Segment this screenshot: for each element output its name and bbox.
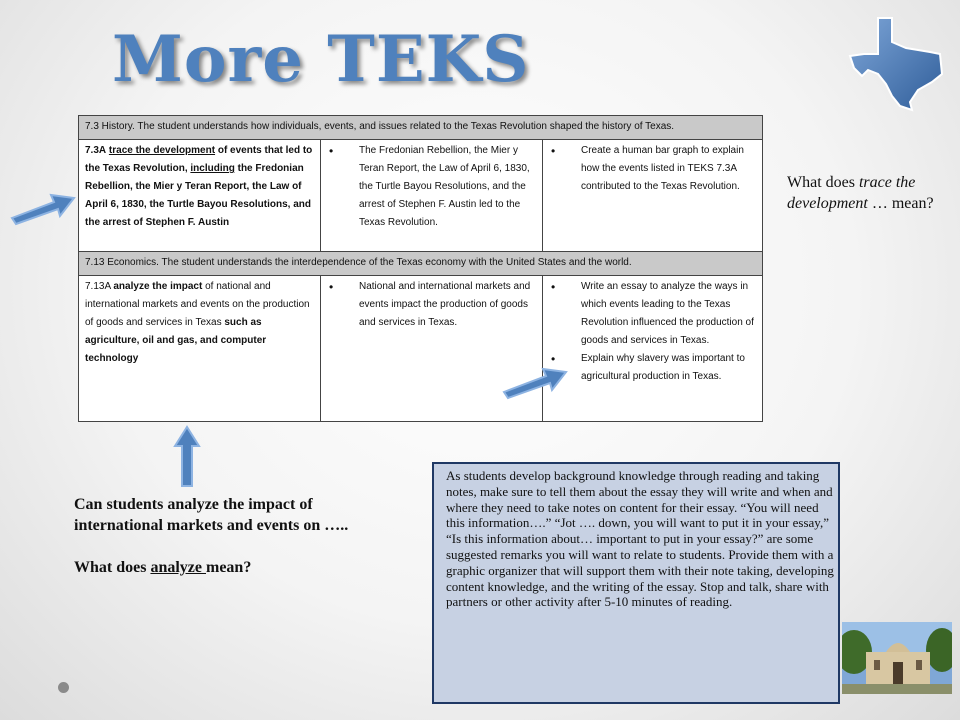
arrow-right-icon [500,362,568,402]
term-analyze-the-impact: analyze the impact [113,281,203,292]
activity-cell [543,140,763,252]
list-item: • Explain why slavery was important to agricultural production in Texas. [549,350,756,386]
history-strand: 7.3 History. The student understands how individuals, events, and issues related to the Texas Revolution shaped the history of Texas. [79,116,763,140]
slide-title: More TEKS [112,22,530,97]
table-row [79,276,763,422]
strand-row-economics [79,252,763,276]
texas-shape-icon [848,12,948,112]
economics-strand: 7.13 Economics. The student understands the interdependence of the Texas economy with the United States and the world. [79,252,763,276]
content-cell [321,140,543,252]
callout-analyze-question: Can students analyze the impact of international markets and events on ….. What does analyze mean? [74,496,349,576]
teks-7-13a-cell: 7.13A analyze the impact of national and international markets and events on the production of goods and services in Texas such as agriculture, oil and gas, and computer technology [79,276,321,422]
alamo-photo [842,622,952,694]
list-item: • Write an essay to analyze the ways in which events leading to the Texas Revolution influenced the production of goods and services in Texas. [549,278,756,350]
arrow-right-icon [8,182,76,230]
slide-bullet-dot [58,682,69,693]
strand-row-history [79,116,763,140]
table-row [79,140,763,252]
list-item: • The Fredonian Rebellion, the Mier y Teran Report, the Law of April 6, 1830, the Turtle Bayou Resolutions, and the arrest of Stephen F. Austin led to the Texas Revolution. [327,142,536,232]
callout-trace-question: What does trace the development … mean? [787,174,934,212]
list-item: • National and international markets and events impact the production of goods and services in Texas. [327,278,536,332]
arrow-up-icon [172,424,202,488]
teks-7-3a-cell: 7.3A trace the development of events that led to the Texas Revolution, including the Fredonian Rebellion, the Mier y Teran Report, the Law of April 6, 1830, the Turtle Bayou Resolutions, and the arrest of Stephen F. Austin [79,140,321,252]
teks-table [78,115,763,422]
activity-cell [543,276,763,422]
term-trace-the-development: trace the development [108,145,216,156]
teacher-note-box: As students develop background knowledge through reading and taking notes, make sure to tell them about the essay they will write and when and where they need to take notes on content for their essay. “You will need this information….” “Jot …. down, you will want to put it in your essay,” “Is this information about… important to put in your essay?” are some suggested remarks you will want to relate to students. Provide them with a graphic organizer that will support them with their note taking, developing content knowledge, and the writing of the essay. Stop and talk, share with partners or other activity after 5-10 minutes of reading. [432,462,840,704]
list-item: • Create a human bar graph to explain how the events listed in TEKS 7.3A contributed to the Texas Revolution. [549,142,756,196]
